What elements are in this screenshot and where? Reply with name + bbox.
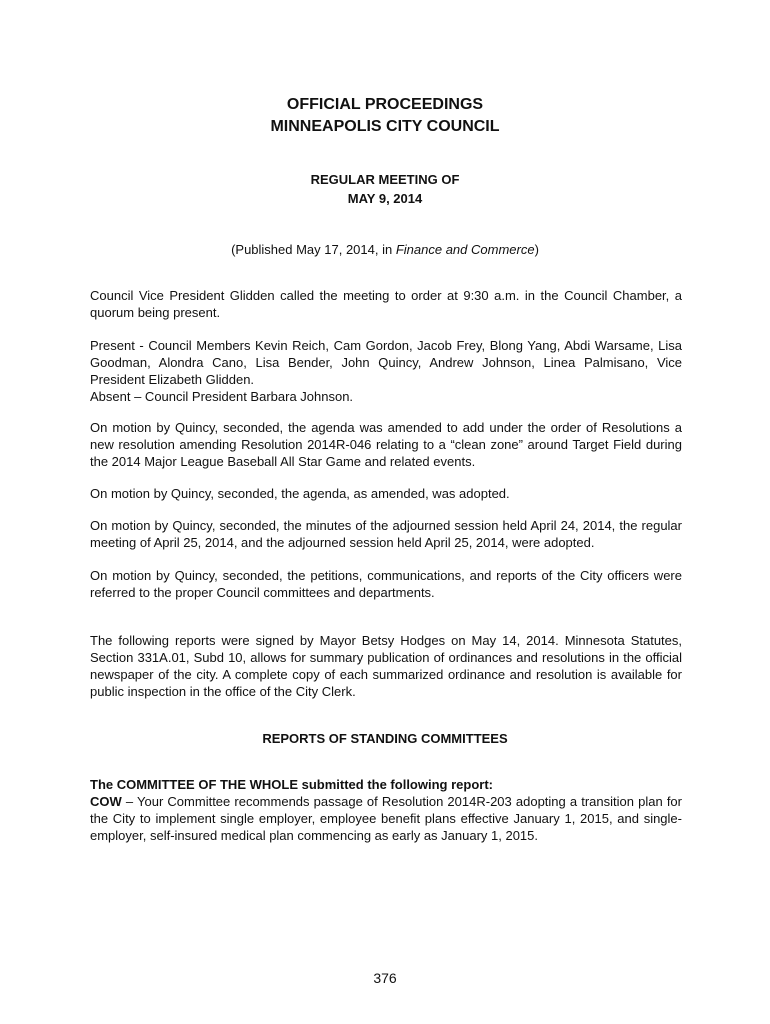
committee-heading-text: The COMMITTEE OF THE WHOLE submitted the following report:	[90, 777, 493, 792]
agenda-adopted-paragraph	[90, 485, 682, 502]
minutes-text: On motion by Quincy, seconded, the minutes of the adjourned session held April 24, 2014, the regular meeting of April 25, 2014, and the adjourned session held April 25, 2014, were adopted.	[90, 518, 682, 550]
cow-report-text	[90, 793, 682, 844]
page-number: 376	[373, 970, 397, 986]
published-prefix: (Published May 17, 2014, in	[231, 242, 396, 257]
petitions-text: On motion by Quincy, seconded, the petitions, communications, and reports of the City officers were referred to the proper Council committees and departments.	[90, 568, 682, 600]
committee-heading	[90, 776, 682, 793]
agenda-adopted-text: On motion by Quincy, seconded, the agenda, as amended, was adopted.	[90, 486, 510, 501]
reports-signed-text: The following reports were signed by Mayor Betsy Hodges on May 14, 2014. Minnesota Statutes, Section 331A.01, Subd 10, allows for summary publication of ordinances and resolutions in the official newspaper of the city. A complete copy of each summarized ordinance and resolution is available for public inspection in the office of the City Clerk.	[90, 633, 682, 699]
title-line-1: OFFICIAL PROCEEDINGS	[286, 96, 484, 113]
published-paper: Finance and Commerce	[395, 242, 535, 257]
cow-body: – Your Committee recommends passage of Resolution 2014R-203 adopting a transition plan for the City to implement single employer, employee benefit plans effective January 1, 2015, and single-employer, self-insured medical plan commencing as early as January 1, 2015.	[90, 794, 682, 843]
call-to-order-text: Council Vice President Glidden called the meeting to order at 9:30 a.m. in the Council Chamber, a quorum being present.	[90, 288, 682, 320]
attendance-paragraph	[90, 337, 682, 405]
published-suffix: )	[534, 242, 539, 257]
call-to-order-paragraph	[90, 287, 682, 321]
reports-signed-paragraph	[90, 632, 682, 700]
publication-note	[0, 241, 770, 259]
present-text: Present - Council Members Kevin Reich, Cam Gordon, Jacob Frey, Blong Yang, Abdi Warsame, Lisa Goodman, Alondra Cano, Lisa Bender, John Quincy, Andrew Johnson, Linea Palmisano, Vice President Elizabeth Glidden.	[90, 338, 682, 387]
document-title	[0, 94, 770, 138]
meeting-heading	[0, 170, 770, 208]
agenda-amended-paragraph	[90, 419, 682, 470]
cow-label: COW	[90, 794, 122, 809]
petitions-paragraph	[90, 567, 682, 601]
meeting-line-1: REGULAR MEETING OF	[310, 172, 460, 187]
meeting-date: MAY 9, 2014	[347, 191, 423, 206]
absent-text: Absent – Council President Barbara Johnson.	[90, 389, 354, 404]
standing-committees-heading: REPORTS OF STANDING COMMITTEES	[262, 731, 508, 746]
minutes-paragraph	[90, 517, 682, 551]
agenda-amended-text: On motion by Quincy, seconded, the agenda was amended to add under the order of Resolutions a new resolution amending Resolution 2014R-046 relating to a “clean zone” around Target Field during the 2014 Major League Baseball All Star Game and related events.	[90, 420, 682, 469]
committee-report	[90, 776, 682, 844]
title-line-2: MINNEAPOLIS CITY COUNCIL	[270, 118, 500, 135]
